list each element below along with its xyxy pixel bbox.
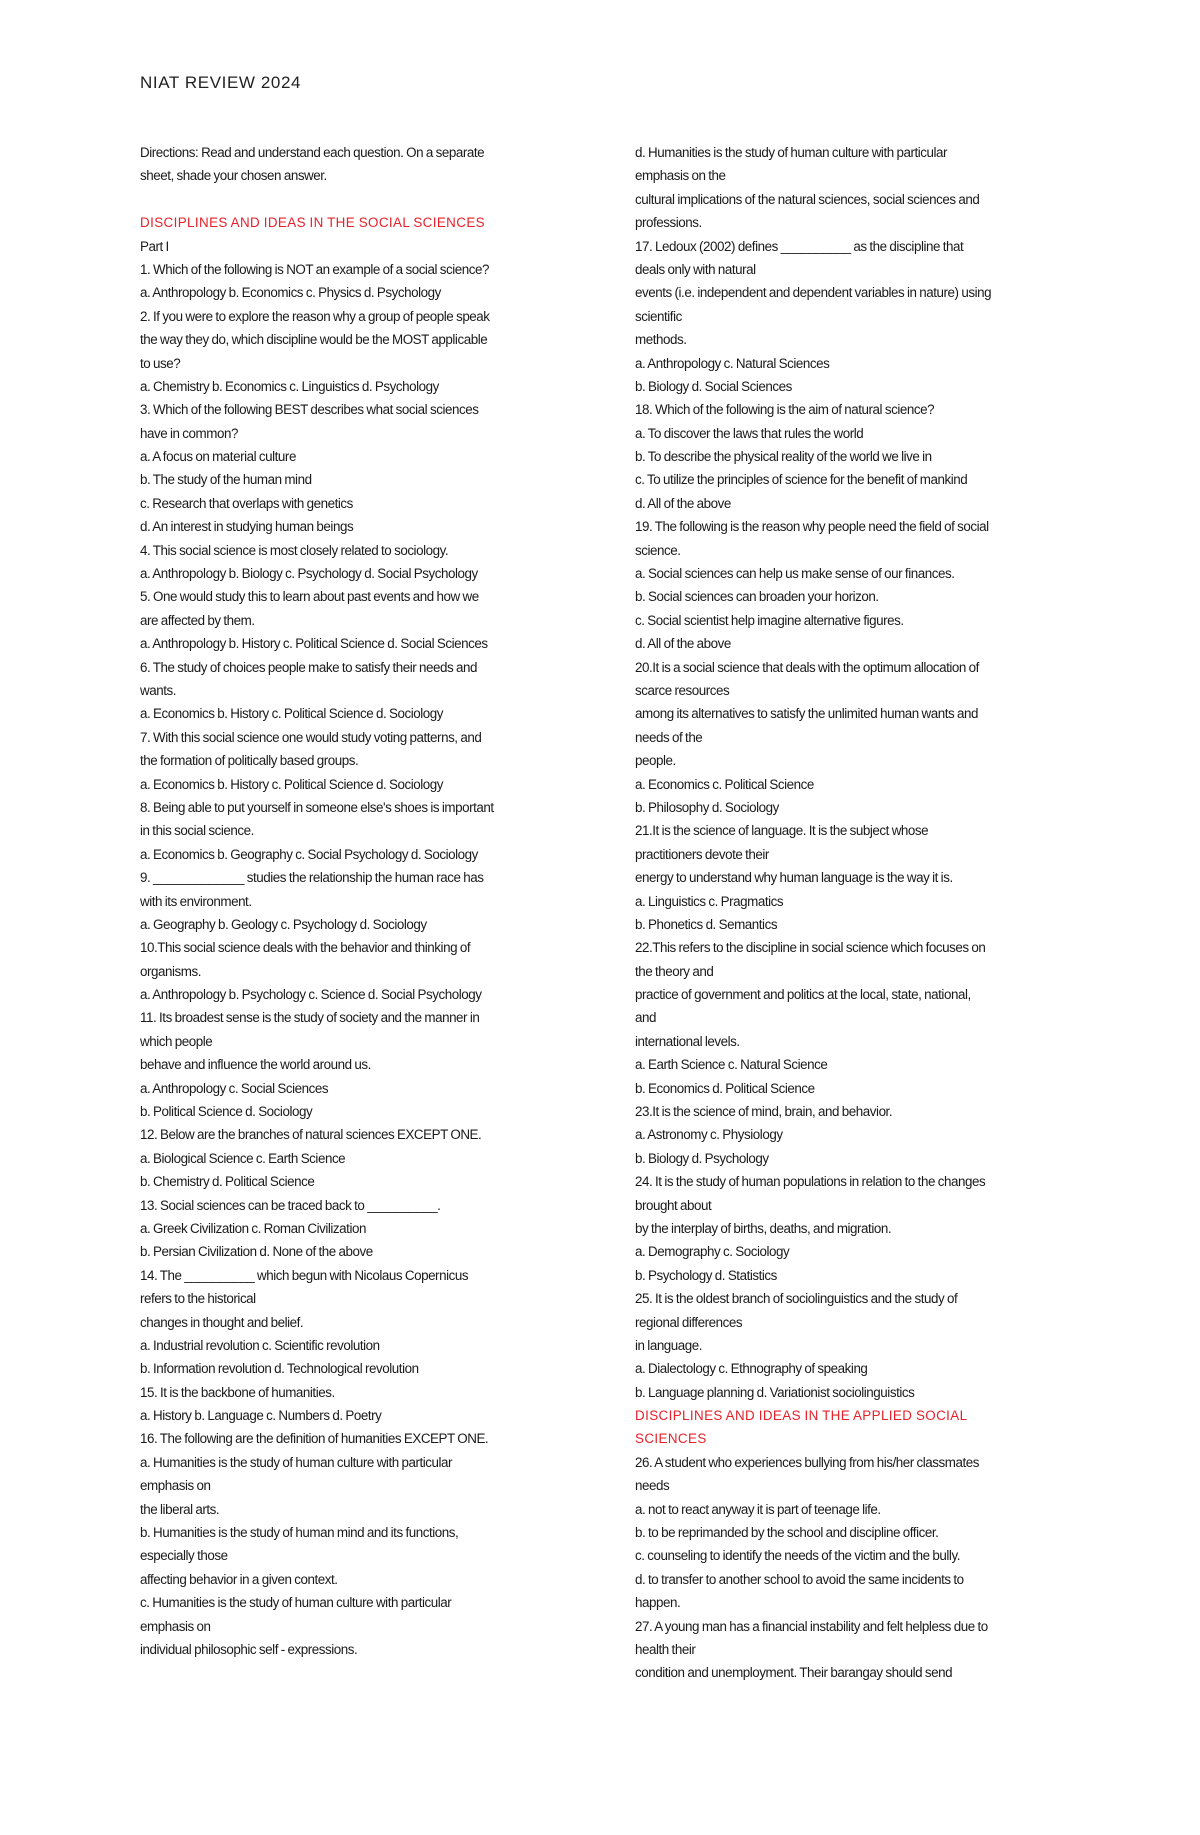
text-line: d. All of the above bbox=[635, 636, 731, 652]
text-line: a. Economics b. History c. Political Science d. Sociology bbox=[140, 706, 444, 722]
text-line: b. Biology d. Psychology bbox=[635, 1150, 769, 1166]
text-line: and bbox=[635, 1010, 656, 1026]
text-line: needs bbox=[635, 1478, 670, 1494]
text-line: 13. Social sciences can be traced back to __________. bbox=[140, 1197, 441, 1213]
right-column bbox=[635, 141, 1065, 1685]
section-heading: DISCIPLINES AND IDEAS IN THE SOCIAL SCIENCES bbox=[140, 215, 485, 231]
text-line: regional differences bbox=[635, 1314, 743, 1330]
text-line: c. Social scientist help imagine alternative figures. bbox=[635, 612, 904, 628]
text-line: c. counseling to identify the needs of the victim and the bully. bbox=[635, 1548, 960, 1564]
text-line: among its alternatives to satisfy the unlimited human wants and bbox=[635, 706, 979, 722]
text-line: scientific bbox=[635, 308, 682, 324]
text-line: scarce resources bbox=[635, 682, 730, 698]
text-line: organisms. bbox=[140, 963, 201, 979]
text-line: d. All of the above bbox=[635, 495, 731, 511]
text-line: sheet, shade your chosen answer. bbox=[140, 168, 327, 184]
text-line: events (i.e. independent and dependent variables in nature) using bbox=[635, 285, 992, 301]
text-line: 17. Ledoux (2002) defines __________ as the discipline that bbox=[635, 238, 964, 254]
text-line: by the interplay of births, deaths, and migration. bbox=[635, 1220, 892, 1236]
text-line: a. Anthropology b. Economics c. Physics d. Psychology bbox=[140, 285, 441, 301]
text-line: behave and influence the world around us. bbox=[140, 1057, 371, 1073]
text-line: 26. A student who experiences bullying from his/her classmates bbox=[635, 1454, 979, 1470]
text-line: 25. It is the oldest branch of sociolinguistics and the study of bbox=[635, 1291, 958, 1307]
text-line: professions. bbox=[635, 215, 702, 231]
text-line: 23.It is the science of mind, brain, and behavior. bbox=[635, 1104, 893, 1120]
text-line: a. Anthropology b. History c. Political Science d. Social Sciences bbox=[140, 636, 488, 652]
section-heading: DISCIPLINES AND IDEAS IN THE APPLIED SOCIAL bbox=[635, 1408, 968, 1424]
text-line: d. An interest in studying human beings bbox=[140, 519, 354, 535]
text-line: b. Information revolution d. Technological revolution bbox=[140, 1361, 419, 1377]
text-line: b. Political Science d. Sociology bbox=[140, 1104, 313, 1120]
text-line: condition and unemployment. Their barangay should send bbox=[635, 1665, 953, 1681]
text-line: 7. With this social science one would study voting patterns, and bbox=[140, 729, 482, 745]
text-line bbox=[140, 188, 570, 211]
text-line: the way they do, which discipline would be the MOST applicable bbox=[140, 332, 488, 348]
text-line: which people bbox=[140, 1033, 213, 1049]
text-line: a. Anthropology b. Psychology c. Science d. Social Psychology bbox=[140, 987, 482, 1003]
text-line: 19. The following is the reason why people need the field of social bbox=[635, 519, 989, 535]
text-line: cultural implications of the natural sciences, social sciences and bbox=[635, 191, 980, 207]
text-line: 1. Which of the following is NOT an example of a social science? bbox=[140, 261, 490, 277]
text-line: b. The study of the human mind bbox=[140, 472, 312, 488]
text-line: brought about bbox=[635, 1197, 712, 1213]
text-line: 3. Which of the following BEST describes what social sciences bbox=[140, 402, 479, 418]
text-line: b. Language planning d. Variationist sociolinguistics bbox=[635, 1384, 915, 1400]
text-line: the liberal arts. bbox=[140, 1501, 220, 1517]
text-line: b. To describe the physical reality of the world we live in bbox=[635, 449, 932, 465]
text-line: methods. bbox=[635, 332, 687, 348]
text-line: d. to transfer to another school to avoid the same incidents to bbox=[635, 1571, 964, 1587]
text-line: a. A focus on material culture bbox=[140, 449, 296, 465]
text-line: have in common? bbox=[140, 425, 238, 441]
text-line: a. Biological Science c. Earth Science bbox=[140, 1150, 346, 1166]
text-line: 10.This social science deals with the behavior and thinking of bbox=[140, 940, 471, 956]
text-line: d. Humanities is the study of human culture with particular bbox=[635, 145, 948, 160]
text-line: b. Biology d. Social Sciences bbox=[635, 378, 792, 394]
text-line: 11. Its broadest sense is the study of society and the manner in bbox=[140, 1010, 480, 1026]
text-line: with its environment. bbox=[140, 893, 252, 909]
section-heading: SCIENCES bbox=[635, 1431, 707, 1447]
text-line: a. Economics c. Political Science bbox=[635, 776, 814, 792]
text-line: emphasis on the bbox=[635, 168, 726, 184]
text-line: practice of government and politics at the local, state, national, bbox=[635, 987, 971, 1003]
text-line: 2. If you were to explore the reason why a group of people speak bbox=[140, 308, 490, 324]
text-line: the theory and bbox=[635, 963, 714, 979]
text-line: emphasis on bbox=[140, 1618, 211, 1634]
text-line: 12. Below are the branches of natural sciences EXCEPT ONE. bbox=[140, 1127, 482, 1143]
text-line: 18. Which of the following is the aim of natural science? bbox=[635, 402, 935, 418]
text-line: a. not to react anyway it is part of teenage life. bbox=[635, 1501, 881, 1517]
text-line: a. Anthropology c. Social Sciences bbox=[140, 1080, 329, 1096]
text-line: to use? bbox=[140, 355, 181, 371]
text-line: a. Chemistry b. Economics c. Linguistics d. Psychology bbox=[140, 378, 439, 394]
text-line: c. To utilize the principles of science for the benefit of mankind bbox=[635, 472, 968, 488]
text-line: b. Phonetics d. Semantics bbox=[635, 916, 778, 932]
text-line: b. Persian Civilization d. None of the above bbox=[140, 1244, 373, 1260]
text-line: practitioners devote their bbox=[635, 846, 769, 862]
text-line: needs of the bbox=[635, 729, 703, 745]
text-line: a. Dialectology c. Ethnography of speaking bbox=[635, 1361, 868, 1377]
text-line: a. Economics b. Geography c. Social Psychology d. Sociology bbox=[140, 846, 478, 862]
page-header: NIAT REVIEW 2024 bbox=[140, 73, 302, 92]
text-line: in this social science. bbox=[140, 823, 254, 839]
text-line: 8. Being able to put yourself in someone else's shoes is important bbox=[140, 799, 494, 815]
text-line: c. Research that overlaps with genetics bbox=[140, 495, 353, 511]
text-line: b. Psychology d. Statistics bbox=[635, 1267, 777, 1283]
text-line: 21.It is the science of language. It is the subject whose bbox=[635, 823, 929, 839]
text-line: 14. The __________ which begun with Nicolaus Copernicus bbox=[140, 1267, 469, 1283]
text-line: a. Industrial revolution c. Scientific revolution bbox=[140, 1337, 380, 1353]
text-line: b. Social sciences can broaden your horizon. bbox=[635, 589, 879, 605]
text-line: a. Linguistics c. Pragmatics bbox=[635, 893, 784, 909]
text-line: a. To discover the laws that rules the world bbox=[635, 425, 864, 441]
text-line: 27. A young man has a financial instability and felt helpless due to bbox=[635, 1618, 988, 1634]
text-line: a. Geography b. Geology c. Psychology d. Sociology bbox=[140, 916, 427, 932]
text-line: happen. bbox=[635, 1595, 681, 1611]
text-line: are affected by them. bbox=[140, 612, 255, 628]
text-line: b. Humanities is the study of human mind and its functions, bbox=[140, 1525, 459, 1541]
text-line: health their bbox=[635, 1642, 696, 1657]
text-line: 16. The following are the definition of humanities EXCEPT ONE. bbox=[140, 1431, 489, 1447]
text-line: emphasis on bbox=[140, 1478, 211, 1494]
text-line: affecting behavior in a given context. bbox=[140, 1571, 338, 1587]
text-line: a. Anthropology b. Biology c. Psychology d. Social Psychology bbox=[140, 566, 478, 582]
text-line: a. Social sciences can help us make sense of our finances. bbox=[635, 566, 955, 582]
text-line: 4. This social science is most closely related to sociology. bbox=[140, 542, 449, 558]
text-line: 15. It is the backbone of humanities. bbox=[140, 1384, 335, 1400]
text-line: people. bbox=[635, 753, 676, 769]
text-line: in language. bbox=[635, 1337, 703, 1353]
text-line: energy to understand why human language is the way it is. bbox=[635, 870, 953, 886]
text-line: 22.This refers to the discipline in social science which focuses on bbox=[635, 940, 986, 956]
text-line: Part I bbox=[140, 238, 169, 254]
left-column bbox=[140, 141, 570, 1661]
text-line: especially those bbox=[140, 1548, 228, 1564]
text-line: a. Humanities is the study of human culture with particular bbox=[140, 1454, 453, 1470]
text-line: a. History b. Language c. Numbers d. Poetry bbox=[140, 1408, 382, 1424]
text-line: wants. bbox=[140, 682, 177, 698]
text-line: refers to the historical bbox=[140, 1291, 256, 1307]
text-line: a. Economics b. History c. Political Science d. Sociology bbox=[140, 776, 444, 792]
text-line: changes in thought and belief. bbox=[140, 1314, 304, 1330]
text-line: c. Humanities is the study of human culture with particular bbox=[140, 1595, 452, 1611]
text-line: 6. The study of choices people make to satisfy their needs and bbox=[140, 659, 478, 675]
text-line: deals only with natural bbox=[635, 261, 756, 277]
text-line: 20.It is a social science that deals with the optimum allocation of bbox=[635, 659, 979, 675]
text-line: a. Anthropology c. Natural Sciences bbox=[635, 355, 830, 371]
text-line: b. Philosophy d. Sociology bbox=[635, 799, 779, 815]
text-line: the formation of politically based groups. bbox=[140, 753, 359, 769]
text-line: b. Economics d. Political Science bbox=[635, 1080, 815, 1096]
text-line: Directions: Read and understand each question. On a separate bbox=[140, 145, 485, 160]
text-line: 24. It is the study of human populations in relation to the changes bbox=[635, 1174, 986, 1190]
text-line: a. Greek Civilization c. Roman Civilization bbox=[140, 1220, 366, 1236]
text-line: 9. _____________ studies the relationship the human race has bbox=[140, 870, 484, 886]
text-line: b. to be reprimanded by the school and discipline officer. bbox=[635, 1525, 939, 1541]
text-line: a. Demography c. Sociology bbox=[635, 1244, 790, 1260]
text-line: individual philosophic self - expressions. bbox=[140, 1642, 358, 1657]
text-line: science. bbox=[635, 542, 681, 558]
text-line: b. Chemistry d. Political Science bbox=[140, 1174, 315, 1190]
text-line: 5. One would study this to learn about past events and how we bbox=[140, 589, 479, 605]
text-line: international levels. bbox=[635, 1033, 740, 1049]
text-line: a. Earth Science c. Natural Science bbox=[635, 1057, 828, 1073]
text-line: a. Astronomy c. Physiology bbox=[635, 1127, 783, 1143]
